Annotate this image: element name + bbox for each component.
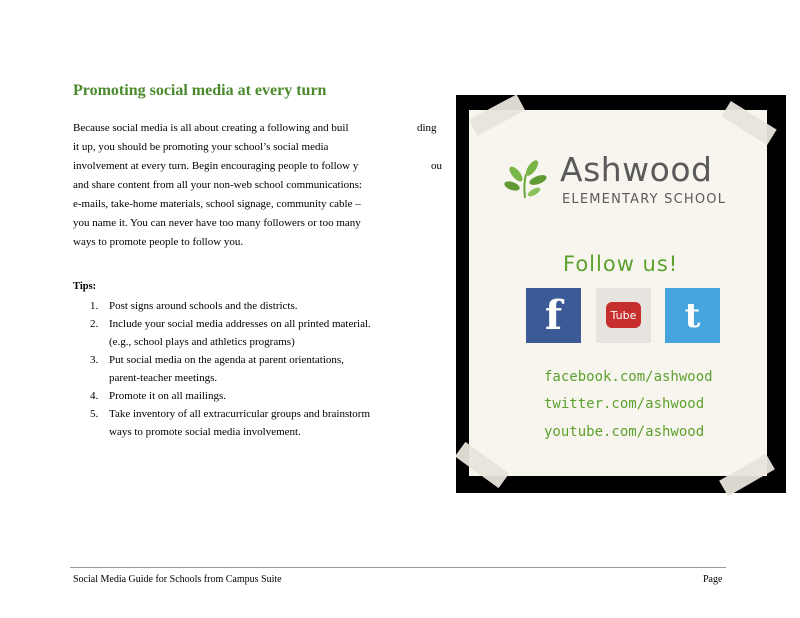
list-text: Promote it on all mailings. bbox=[109, 390, 227, 402]
list-item bbox=[73, 315, 413, 351]
list-item bbox=[73, 405, 413, 441]
youtube-link: youtube.com/ashwood bbox=[544, 424, 705, 440]
twitter-link: twitter.com/ashwood bbox=[544, 396, 705, 412]
facebook-link: facebook.com/ashwood bbox=[544, 369, 713, 385]
list-text: Take inventory of all extracurricular groups and brainstorm bbox=[109, 408, 370, 420]
intro-line: and share content from all your non-web school communications: bbox=[73, 179, 362, 191]
list-text: parent-teacher meetings. bbox=[109, 372, 218, 384]
intro-line: you name it. You can never have too many followers or too many bbox=[73, 217, 361, 229]
page-label: Page bbox=[703, 574, 723, 585]
list-item bbox=[73, 387, 413, 405]
list-text: Post signs around schools and the districts. bbox=[109, 300, 298, 312]
list-text: (e.g., school plays and athletics programs) bbox=[109, 336, 295, 348]
list-number: 1. bbox=[90, 300, 99, 312]
intro-line: involvement at every turn. Begin encouraging people to follow y ou bbox=[73, 157, 445, 176]
list-number: 5. bbox=[90, 408, 99, 420]
school-name: Ashwood bbox=[560, 150, 713, 189]
intro-paragraph bbox=[73, 119, 445, 252]
school-subtitle: ELEMENTARY SCHOOL bbox=[562, 192, 727, 207]
youtube-icon bbox=[596, 288, 651, 343]
list-text: ways to promote social media involvement. bbox=[109, 426, 301, 438]
list-number: 3. bbox=[90, 354, 99, 366]
tips-list bbox=[73, 297, 413, 441]
footer-title: Social Media Guide for Schools from Campus Suite bbox=[73, 574, 282, 585]
twitter-glyph: t bbox=[684, 295, 701, 336]
list-text: Include your social media addresses on all printed material. bbox=[109, 318, 371, 330]
cutoff-fragment: ou bbox=[431, 160, 442, 172]
list-text: Put social media on the agenda at parent orientations, bbox=[109, 354, 344, 366]
facebook-icon bbox=[526, 288, 581, 343]
list-number: 4. bbox=[90, 390, 99, 402]
section-heading: Promoting social media at every turn bbox=[73, 82, 327, 99]
intro-line: it up, you should be promoting your school’s social media bbox=[73, 141, 329, 153]
intro-line: ways to promote people to follow you. bbox=[73, 236, 244, 248]
leaf-logo-icon bbox=[500, 160, 550, 200]
list-number: 2. bbox=[90, 318, 99, 330]
youtube-glyph: Tube bbox=[606, 302, 641, 328]
intro-line: e-mails, take-home materials, school signage, community cable – bbox=[73, 198, 361, 210]
list-item bbox=[73, 297, 413, 315]
twitter-icon bbox=[665, 288, 720, 343]
facebook-glyph: f bbox=[544, 292, 563, 339]
footer-divider bbox=[70, 567, 726, 568]
tips-label: Tips: bbox=[73, 281, 97, 292]
intro-line: Because social media is all about creating a following and buil ding bbox=[73, 119, 445, 138]
list-item bbox=[73, 351, 413, 387]
cutoff-fragment: ding bbox=[417, 122, 437, 134]
